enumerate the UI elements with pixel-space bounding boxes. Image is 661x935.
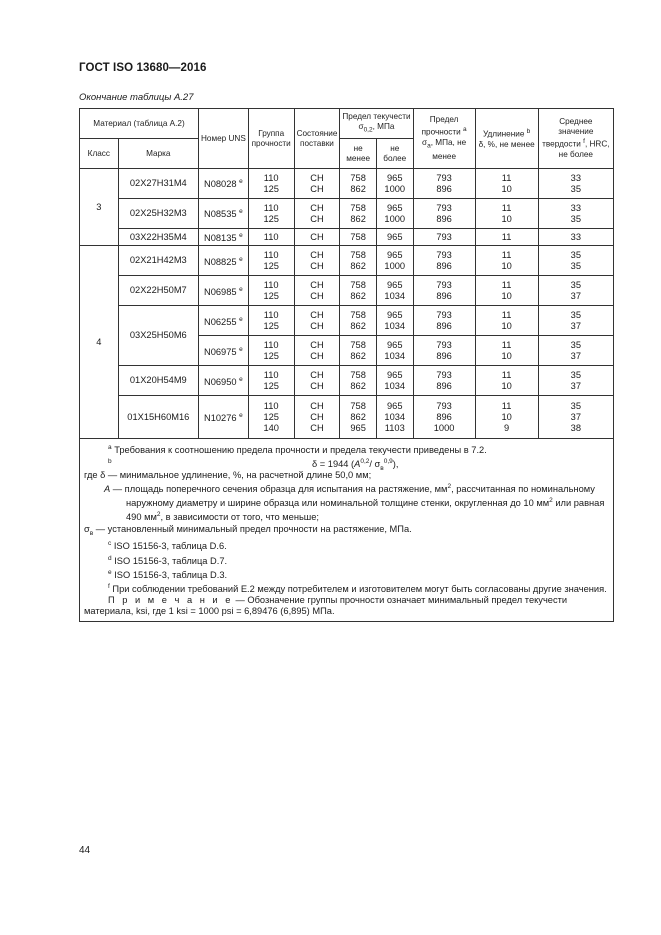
yield-max-cell: 965 1000 [376, 169, 413, 199]
state-header: Состояние поставки [294, 109, 340, 169]
mark-cell: 03Х22Н35М4 [118, 229, 198, 246]
yield-min-header: не менее [340, 139, 377, 169]
uns-cell: N06255 $^e$ [198, 306, 248, 336]
footnote-where: где δ — минимальное удлинение, %, на расчетной длине 50,0 мм; [84, 470, 372, 481]
tensile-cell: 793 896 1000 [413, 396, 475, 439]
tensile-cell: 793 896 [413, 336, 475, 366]
footnote-area: A — площадь поперечного сечения образца для испытания на растяжение, $мм^2$, рассчитанная по номинальному наружному диаметру и ширине образца или номинальной толщине стенки, округленная до 10 $мм^2$ или равная 490 $мм^2$, в зависимости от того, что меньше; [104, 483, 605, 523]
yield-header: Предел текучести $\sigma_{0,2}$, МПа [340, 109, 413, 139]
yield-max-cell: 965 [376, 229, 413, 246]
footnote-sigma: $\sigma_в$ — установленный минимальный предел прочности на растяжение, МПа. [84, 523, 412, 537]
table-row [80, 306, 614, 336]
tensile-cell: 793 896 [413, 276, 475, 306]
mark-header: Марка [118, 139, 198, 169]
yield-max-header: не более [376, 139, 413, 169]
hardness-cell: 33 35 [538, 199, 613, 229]
tensile-cell: 793 896 [413, 199, 475, 229]
hardness-cell: 35 37 38 [538, 396, 613, 439]
material-header: Материал (таблица А.2) [80, 109, 199, 139]
yield-max-cell: 965 1034 [376, 276, 413, 306]
standard-header: ГОСТ ISO 13680—2016 [79, 62, 207, 74]
uns-cell: N06950 $^e$ [198, 366, 248, 396]
yield-min-cell: 758 862 [340, 246, 377, 276]
footnote-e: $^e$ ISO 15156-3, таблица D.3. [108, 568, 228, 580]
table-row [80, 276, 614, 306]
elongation-cell: 11 10 [475, 306, 538, 336]
table-row [80, 199, 614, 229]
elongation-cell: 11 10 [475, 199, 538, 229]
mark-cell: 03Х25Н50М6 [118, 306, 198, 366]
elongation-header: Удлинение $^b$ δ, %, не менее [475, 109, 538, 169]
hardness-cell: 35 35 [538, 246, 613, 276]
table-row [80, 229, 614, 246]
table-row [80, 246, 614, 276]
hardness-cell: 33 35 [538, 169, 613, 199]
footnote-a: $^a$ Требования к соотношению предела прочности и предела текучести приведены в 7.2. [108, 444, 487, 456]
elongation-cell: 11 10 [475, 336, 538, 366]
table-row [80, 169, 614, 199]
elongation-cell: 11 10 [475, 169, 538, 199]
group-header: Группа прочности [248, 109, 294, 169]
tensile-header: Предел прочности $^a$ $\sigma_a$, МПа, не менее [413, 109, 475, 169]
yield-max-cell: 965 1034 [376, 336, 413, 366]
yield-max-cell: 965 1034 [376, 306, 413, 336]
yield-min-cell: 758 862 [340, 336, 377, 366]
group-cell: 110 125 [248, 336, 294, 366]
state-cell: СН СН [294, 199, 340, 229]
hardness-cell: 33 [538, 229, 613, 246]
properties-table [79, 108, 614, 622]
group-cell: 110 125 [248, 169, 294, 199]
class-cell: 4 [80, 246, 119, 439]
elongation-cell: 11 10 [475, 246, 538, 276]
table-caption: Окончание таблицы А.27 [79, 92, 194, 103]
yield-min-cell: 758 862 [340, 276, 377, 306]
state-cell: СН СН [294, 366, 340, 396]
mark-cell: 02Х21Н42М3 [118, 246, 198, 276]
footnote-b: $^b$ δ = 1944 ($A^{0,2}/$ $\sigma_в^{0,9}$), [108, 458, 399, 473]
yield-max-cell: 965 1034 [376, 366, 413, 396]
yield-min-cell: 758 862 965 [340, 396, 377, 439]
hardness-header: Среднее значение твердости $^f$, HRC, не более [538, 109, 613, 169]
tensile-cell: 793 896 [413, 169, 475, 199]
yield-max-cell: 965 1000 [376, 199, 413, 229]
table-row [80, 396, 614, 439]
elongation-cell: 11 [475, 229, 538, 246]
table-footnotes [80, 439, 614, 622]
state-cell: СН СН [294, 169, 340, 199]
mark-cell: 02Х27Н31М4 [118, 169, 198, 199]
group-cell: 110 125 [248, 306, 294, 336]
group-cell: 110 125 [248, 246, 294, 276]
group-cell: 110 125 [248, 366, 294, 396]
elongation-cell: 11 10 9 [475, 396, 538, 439]
mark-cell: 01Х20Н54М9 [118, 366, 198, 396]
table-row [80, 366, 614, 396]
footnote-f: $^f$ При соблюдении требований Е.2 между потребителем и изготовителем могут быть согласованы другие значения. [108, 582, 607, 594]
group-cell: 110 [248, 229, 294, 246]
yield-max-cell: 965 1000 [376, 246, 413, 276]
state-cell: СН СН [294, 336, 340, 366]
group-cell: 110 125 140 [248, 396, 294, 439]
state-cell: СН СН [294, 276, 340, 306]
state-cell: СН [294, 229, 340, 246]
hardness-cell: 35 37 [538, 366, 613, 396]
table-note: П р и м е ч а н и е — Обозначение группы прочности означает минимальный предел текучести материала, ksi, где 1 ksi = 1000 psi = 6,89476 (6,895) МПа. [84, 594, 568, 616]
tensile-cell: 793 896 [413, 366, 475, 396]
class-header: Класс [80, 139, 119, 169]
hardness-cell: 35 37 [538, 276, 613, 306]
tensile-cell: 793 896 [413, 246, 475, 276]
hardness-cell: 35 37 [538, 336, 613, 366]
uns-cell: N08825 $^e$ [198, 246, 248, 276]
yield-max-cell: 965 1034 1103 [376, 396, 413, 439]
footnote-d: $^d$ ISO 15156-3, таблица D.7. [108, 554, 228, 566]
group-cell: 110 125 [248, 199, 294, 229]
yield-min-cell: 758 [340, 229, 377, 246]
uns-header: Номер UNS [198, 109, 248, 169]
footnote-c: $^c$ ISO 15156-3, таблица D.6. [108, 540, 227, 552]
uns-cell: N08028 $^e$ [198, 169, 248, 199]
yield-min-cell: 758 862 [340, 169, 377, 199]
uns-cell: N06985 $^e$ [198, 276, 248, 306]
state-cell: СН СН [294, 306, 340, 336]
state-cell: СН СН [294, 246, 340, 276]
elongation-formula: δ = 1944 ($A^{0,2}/$ $\sigma_в^{0,9}$), [312, 458, 399, 473]
yield-min-cell: 758 862 [340, 199, 377, 229]
elongation-cell: 11 10 [475, 276, 538, 306]
hardness-cell: 35 37 [538, 306, 613, 336]
mark-cell: 02Х25Н32М3 [118, 199, 198, 229]
elongation-cell: 11 10 [475, 366, 538, 396]
state-cell: СН СН СН [294, 396, 340, 439]
uns-cell: N06975 $^e$ [198, 336, 248, 366]
yield-min-cell: 758 862 [340, 366, 377, 396]
uns-cell: N08535 $^e$ [198, 199, 248, 229]
tensile-cell: 793 [413, 229, 475, 246]
mark-cell: 01Х15Н60М16 [118, 396, 198, 439]
class-cell: 3 [80, 169, 119, 246]
tensile-cell: 793 896 [413, 306, 475, 336]
group-cell: 110 125 [248, 276, 294, 306]
uns-cell: N08135 $^e$ [198, 229, 248, 246]
page-number: 44 [79, 845, 91, 856]
mark-cell: 02Х22Н50М7 [118, 276, 198, 306]
uns-cell: N10276 $^e$ [198, 396, 248, 439]
yield-min-cell: 758 862 [340, 306, 377, 336]
